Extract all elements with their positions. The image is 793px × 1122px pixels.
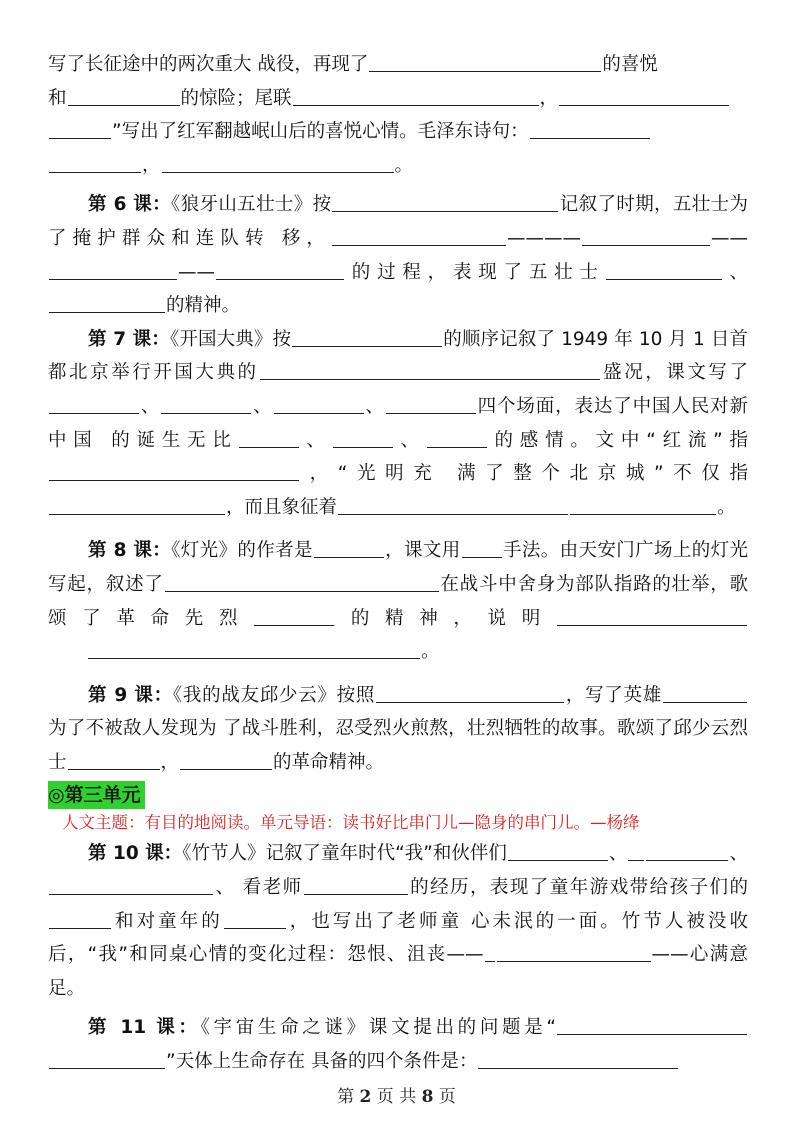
- page-total: 8: [421, 1087, 434, 1107]
- fill-blank[interactable]: [49, 908, 111, 929]
- text: 、: [299, 429, 332, 451]
- lesson-title: 第 9 课：: [88, 684, 173, 706]
- fill-blank[interactable]: [254, 605, 334, 626]
- fill-blank[interactable]: [557, 605, 747, 626]
- text: 的惊险；尾联: [180, 87, 292, 109]
- unit-3-heading: ◎第三单元: [48, 781, 145, 809]
- fill-blank[interactable]: [369, 51, 601, 72]
- footer-text: 第: [337, 1087, 360, 1107]
- text: 手法。由天安门广场上的灯光写起，叙述了: [48, 540, 748, 595]
- fill-blank[interactable]: [216, 259, 344, 280]
- fill-blank[interactable]: [293, 85, 539, 106]
- lesson-title: 第 6 课：: [88, 194, 172, 216]
- text: 、: [729, 843, 748, 865]
- text: ——: [711, 227, 748, 249]
- text: 和: [48, 87, 67, 109]
- text: ”写出了红军翻越岷山后的喜悦心情。毛泽东诗句：: [112, 121, 529, 143]
- fill-blank[interactable]: [274, 393, 364, 414]
- lesson-title: 第 8 课：: [88, 540, 172, 562]
- text: ，: [160, 751, 180, 773]
- fill-blank[interactable]: [582, 225, 710, 246]
- text: 四个场面，表达了中国人民对新中国 的诞生无比: [48, 395, 748, 451]
- fill-blank[interactable]: [161, 393, 251, 414]
- text: 《狼牙山五壮士》按: [171, 194, 332, 216]
- fill-blank[interactable]: [530, 118, 650, 139]
- lesson-title: 第 10 课：: [88, 843, 183, 865]
- text: 和对童年的: [112, 910, 223, 932]
- text: ——: [178, 261, 215, 283]
- text: 盛况，课文写了: [600, 362, 748, 384]
- text: 。: [394, 154, 414, 176]
- fill-blank[interactable]: [386, 393, 476, 414]
- text: 写了长征途中的两次重大 战役，再现了: [48, 54, 369, 75]
- fill-blank[interactable]: [497, 941, 651, 962]
- paragraph-lesson-7: [48, 323, 748, 525]
- fill-blank[interactable]: [292, 326, 442, 347]
- paragraph-lesson5-continued: [48, 48, 748, 182]
- paragraph-lesson-11: [48, 1011, 748, 1078]
- text: 《我的战友邱少云》按照: [172, 684, 376, 706]
- lesson-title: 第 11 课：: [88, 1017, 201, 1039]
- fill-blank[interactable]: [462, 537, 502, 558]
- text: 的顺序记叙了 1949 年 10 月 1 日首都北京举行开国大典的: [48, 328, 748, 384]
- footer-text: 页 共: [371, 1087, 422, 1107]
- fill-blank[interactable]: [314, 537, 384, 558]
- fill-blank[interactable]: [663, 682, 747, 703]
- fill-blank[interactable]: [49, 874, 213, 895]
- text: 的精神，说明: [335, 607, 556, 629]
- text: 、: [252, 395, 273, 417]
- fill-blank[interactable]: [485, 941, 495, 962]
- paragraph-lesson-9: [48, 679, 748, 780]
- text: 的精神。: [166, 295, 241, 317]
- fill-blank[interactable]: [557, 1014, 747, 1035]
- fill-blank[interactable]: [68, 749, 160, 770]
- fill-blank[interactable]: [180, 749, 272, 770]
- text: 为了不被敌人发现为 了战斗胜利，忍受烈火煎熬，壮烈牺牲的故事。歌颂了邱少云烈士: [48, 718, 748, 773]
- fill-blank[interactable]: [49, 292, 165, 313]
- fill-blank[interactable]: [162, 152, 394, 173]
- text: 《宇宙生命之谜》课文提出的问题是“: [200, 1017, 556, 1039]
- fill-blank[interactable]: [508, 840, 608, 861]
- text: 、: [364, 395, 385, 417]
- fill-blank[interactable]: [478, 1048, 678, 1069]
- text: 记叙了时期，五壮士为了掩护群众和连队转 移，: [48, 194, 748, 249]
- fill-blank[interactable]: [239, 427, 299, 448]
- text: 的感情。文中“红流”指: [487, 429, 748, 451]
- lesson-title: 第 7 课：: [88, 328, 170, 350]
- text: 、 看老师: [214, 877, 303, 899]
- text: ”天体上生命存在 具备的四个条件是：: [166, 1051, 478, 1073]
- fill-blank[interactable]: [88, 638, 420, 659]
- fill-blank[interactable]: [376, 682, 564, 703]
- text: 的革命精神。: [273, 751, 385, 773]
- footer-text: 页: [433, 1087, 456, 1107]
- text: 的喜悦: [602, 54, 658, 75]
- text: 在战斗中舍身为部队指路的壮举，歌颂了革命先烈: [48, 573, 748, 629]
- document-page: [48, 48, 748, 1079]
- fill-blank[interactable]: [338, 494, 568, 515]
- text: ——: [507, 227, 544, 249]
- text: 《灯光》的作者是: [171, 540, 313, 562]
- fill-blank[interactable]: [68, 85, 180, 106]
- fill-blank[interactable]: [332, 191, 558, 212]
- text: 、: [722, 261, 748, 283]
- text: 《开国大典》按: [169, 328, 292, 350]
- fill-blank[interactable]: [606, 259, 722, 280]
- fill-blank[interactable]: [49, 259, 177, 280]
- fill-blank[interactable]: [224, 908, 286, 929]
- fill-blank[interactable]: [49, 460, 299, 481]
- text: 、: [393, 429, 426, 451]
- fill-blank[interactable]: [332, 225, 506, 246]
- text: 《竹节人》记叙了童年时代“我”和伙伴们: [182, 843, 507, 865]
- text: 。: [421, 641, 440, 663]
- fill-blank[interactable]: [49, 494, 225, 515]
- paragraph-lesson-6: [48, 188, 748, 322]
- text: 的经历，表现了童年游戏带给孩子们的: [408, 877, 748, 899]
- fill-blank[interactable]: [165, 571, 439, 592]
- page-number: 2: [359, 1087, 372, 1107]
- fill-blank[interactable]: [49, 1048, 165, 1069]
- text: ，课文用: [384, 540, 461, 562]
- text: ，写了英雄: [565, 684, 662, 706]
- page-footer: [0, 1082, 793, 1107]
- text: 的过程，表现了五壮士: [345, 261, 605, 283]
- paragraph-lesson-10: [48, 837, 748, 1005]
- fill-blank[interactable]: [49, 152, 141, 173]
- text: ，: [539, 87, 559, 109]
- text: ，“光明充 满了整个北京城”不仅指: [300, 463, 748, 485]
- text: 、: [140, 395, 161, 417]
- text: ，而且象征着: [226, 496, 338, 518]
- text: ——心满意足。: [48, 944, 748, 999]
- text: 、: [608, 843, 628, 865]
- fill-blank[interactable]: [628, 840, 644, 861]
- fill-blank[interactable]: [646, 840, 728, 861]
- fill-blank[interactable]: [333, 427, 393, 448]
- text: ，: [142, 154, 161, 176]
- fill-blank[interactable]: [49, 393, 139, 414]
- fill-blank[interactable]: [260, 359, 600, 380]
- text: ——: [544, 227, 581, 249]
- unit-heading-block: [48, 779, 748, 809]
- text: ，也写出了老师童 心未泯的一面。竹节人被没收后，“我”和同桌心情的变化过程：怨恨、沮丧——: [48, 910, 748, 966]
- fill-blank[interactable]: [427, 427, 487, 448]
- paragraph-lesson-8: [48, 534, 748, 668]
- unit-3-theme: 人文主题：有目的地阅读。单元导语：读书好比串门儿—隐身的串门儿。—杨绛: [62, 813, 640, 833]
- fill-blank[interactable]: [559, 85, 729, 106]
- fill-blank[interactable]: [570, 494, 716, 515]
- fill-blank[interactable]: [49, 118, 111, 139]
- fill-blank[interactable]: [304, 874, 408, 895]
- text: 。: [717, 496, 736, 518]
